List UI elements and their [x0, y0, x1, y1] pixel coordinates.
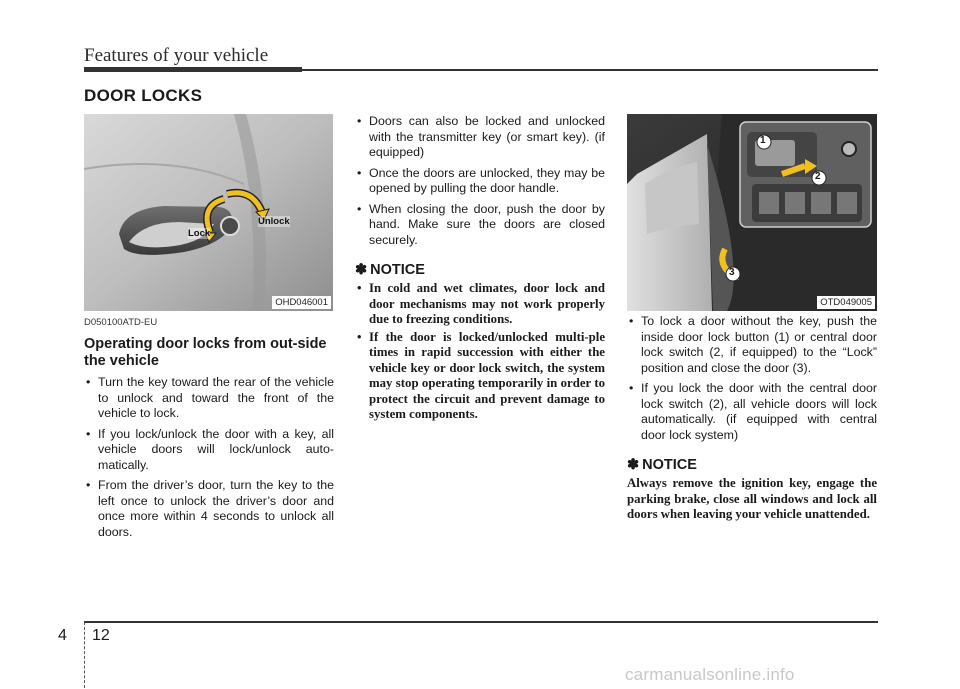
- list-item: • Doors can also be locked and unlocked with the transmitter key (or smart key). (if equipped): [357, 114, 605, 159]
- notice-icon: ✽: [355, 262, 368, 278]
- figure-door-handle: [84, 114, 333, 311]
- section-code: D050100ATD-EU: [84, 317, 158, 328]
- bullet-list: [627, 314, 877, 443]
- notice-list: [355, 281, 605, 423]
- callout-3: 3: [729, 267, 735, 278]
- list-item: • Once the doors are unlocked, they may be opened by pulling the door handle.: [357, 165, 605, 195]
- interior-lock-illustration: [627, 114, 877, 311]
- header-rule: [302, 69, 878, 71]
- chapter-number: 4: [58, 627, 67, 644]
- callout-2: 2: [815, 171, 821, 182]
- column-2: [355, 114, 605, 425]
- unlock-label: Unlock: [258, 216, 290, 227]
- notice-heading: ✽ NOTICE: [355, 262, 425, 278]
- door-handle-illustration: [84, 114, 333, 311]
- figure-code: OTD049005: [817, 296, 875, 309]
- list-item: • To lock a door without the key, push the inside door lock button (1) or central door lock switch (2, if equipped) to the “Lock” position and close the door (3).: [629, 314, 877, 375]
- list-item: • In cold and wet climates, door lock and door mechanisms may not work properly due to freezing conditions.: [357, 281, 605, 326]
- footer-rule: [84, 621, 878, 623]
- page-number: 12: [92, 627, 110, 644]
- bullet-list: [84, 375, 334, 540]
- notice-text: Always remove the ignition key, engage the parking brake, close all windows and lock all doors when leaving your vehicle unattended.: [627, 476, 877, 521]
- list-item: • Turn the key toward the rear of the vehicle to unlock and toward the front of the vehicle to lock.: [86, 375, 334, 420]
- figure-interior-lock: [627, 114, 877, 311]
- notice-icon: ✽: [627, 457, 640, 473]
- callout-1: 1: [760, 135, 766, 146]
- list-item: • If you lock the door with the central door lock switch (2), all vehicle doors will lock automatically. (if equipped with central door lock system): [629, 381, 877, 442]
- footer-divider: [84, 622, 85, 688]
- watermark: carmanualsonline.info: [625, 665, 795, 684]
- list-item: • When closing the door, push the door by hand. Make sure the doors are closed securely.: [357, 201, 605, 247]
- list-item: • If you lock/unlock the door with a key, all vehicle doors will lock/unlock auto-matically.: [86, 426, 334, 472]
- list-item: • From the driver’s door, turn the key to the left once to unlock the driver’s door and once more within 4 seconds to unlock all doors.: [86, 478, 334, 539]
- column-3: [627, 314, 877, 523]
- section-title: DOOR LOCKS: [84, 86, 203, 105]
- page-header-title: Features of your vehicle: [84, 45, 269, 66]
- lock-label: Lock: [188, 228, 211, 239]
- header-bar: [84, 67, 302, 72]
- list-item: • If the door is locked/unlocked multi-ple times in rapid succession with either the vehicle key or door lock switch, the system may stop operating temporarily in order to protect the circuit and prevent damage to system components.: [357, 329, 605, 421]
- bullet-list: [355, 114, 605, 248]
- notice-heading: ✽ NOTICE: [627, 457, 697, 473]
- figure-code: OHD046001: [272, 296, 331, 309]
- column-1: [84, 317, 334, 545]
- subheading: Operating door locks from out-side the vehicle: [84, 336, 327, 369]
